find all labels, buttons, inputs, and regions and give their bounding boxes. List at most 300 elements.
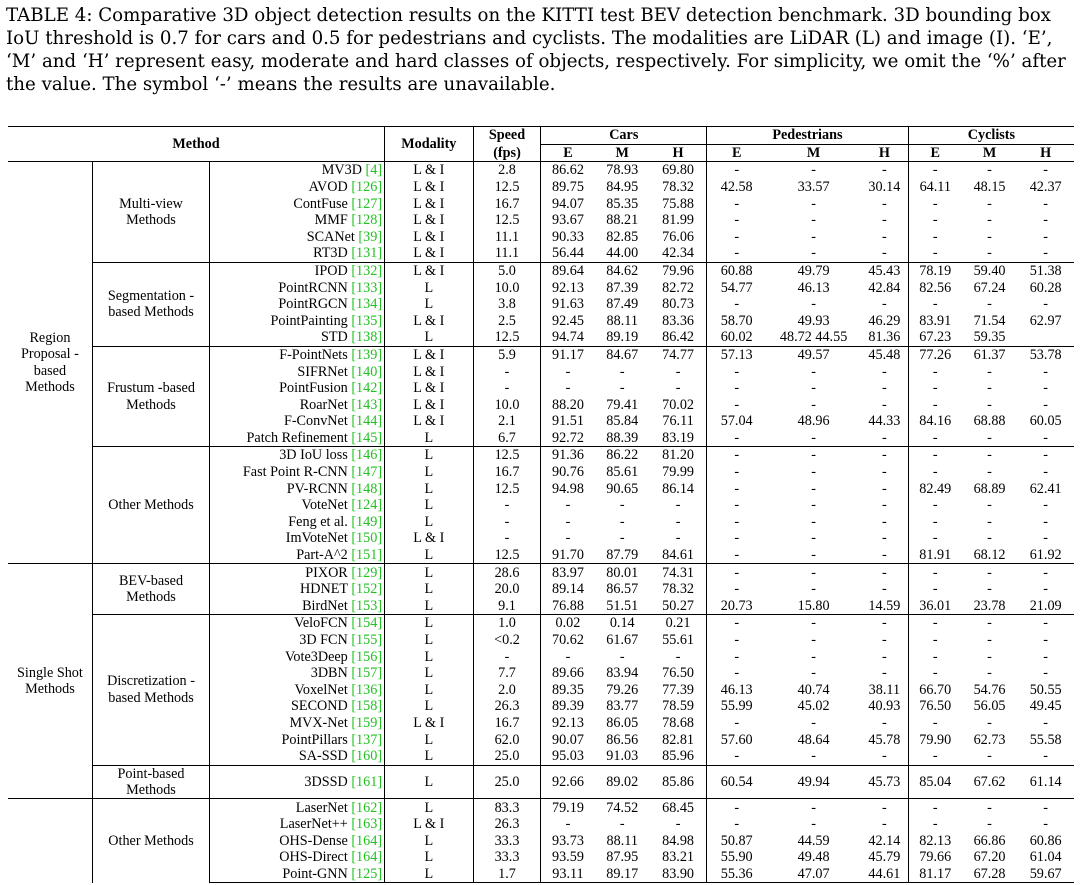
- cars-m-cell: -: [619, 530, 625, 547]
- cars-m-cell: 87.95: [606, 849, 639, 866]
- method-name: F-ConvNet: [283, 413, 348, 430]
- cars-h-cell: 78.59: [650, 698, 707, 715]
- cyc-h-cell: 61.04: [1029, 849, 1062, 866]
- ped-m-cell: -: [811, 245, 816, 262]
- results-body: [8, 162, 1074, 883]
- ped-m-cell: -: [811, 480, 816, 497]
- cyc-e-cell: -: [932, 497, 938, 514]
- cyc-h-cell: -: [1017, 447, 1074, 464]
- method-cell: [210, 698, 385, 715]
- citation-link[interactable]: [131]: [351, 245, 383, 262]
- modality-cell: L: [385, 480, 473, 497]
- ped-h-header: H: [861, 144, 908, 162]
- cyc-m-cell: 62.73: [973, 731, 1006, 748]
- ped-m-cell: -: [811, 513, 816, 530]
- modality-cell: L: [385, 464, 473, 481]
- cyc-e-cell: 81.91: [919, 547, 952, 564]
- ped-m-cell: -: [811, 429, 816, 446]
- speed-cell: 12.5: [473, 547, 541, 564]
- cars-h-cell: 0.21: [650, 615, 707, 632]
- section-label: Single Shot Methods: [8, 564, 92, 799]
- ped-e-cell: -: [734, 648, 740, 665]
- cyc-e-cell: 81.17: [908, 866, 962, 883]
- cars-m-cell: 86.57: [606, 581, 639, 598]
- cyc-h-cell: -: [1017, 564, 1074, 581]
- citation-link[interactable]: [140]: [351, 363, 383, 380]
- cars-h-cell: 75.88: [650, 195, 707, 212]
- cars-e-cell: 92.72: [551, 429, 584, 446]
- cars-m-cell: 86.22: [594, 447, 650, 464]
- cyc-e-cell: -: [908, 447, 962, 464]
- ped-h-cell: -: [861, 430, 908, 447]
- cars-h-cell: -: [650, 514, 707, 531]
- citation-link[interactable]: [150]: [351, 530, 383, 547]
- cars-m-cell: -: [619, 816, 625, 833]
- ped-e-cell: -: [707, 162, 767, 179]
- speed-cell: 2.5: [473, 313, 541, 330]
- method-name: VeloFCN: [294, 615, 348, 632]
- ped-m-cell: 48.96: [797, 413, 830, 430]
- method-cell: [210, 464, 385, 481]
- cars-h-cell: 86.14: [650, 480, 707, 497]
- cyc-e-cell: 85.04: [908, 765, 962, 799]
- citation-link[interactable]: [146]: [351, 447, 383, 464]
- method-cell: [210, 296, 385, 313]
- method-cell: [210, 245, 385, 262]
- citation-link[interactable]: [164]: [351, 832, 383, 849]
- method-cell: [210, 262, 385, 279]
- cyc-h-cell: -: [1043, 228, 1049, 245]
- method-name: SIFRNet: [297, 363, 348, 380]
- method-cell: [210, 598, 385, 615]
- ped-h-cell: 81.36: [861, 329, 908, 346]
- cars-m-cell: 0.14: [594, 615, 650, 632]
- ped-h-cell: -: [861, 564, 908, 581]
- ped-h-cell: -: [861, 464, 908, 481]
- method-name: LaserNet++: [279, 816, 348, 833]
- ped-h-cell: -: [861, 648, 908, 665]
- method-name: Patch Refinement: [246, 429, 348, 446]
- modality-cell: L: [385, 632, 473, 649]
- cyc-h-cell: -: [1043, 581, 1049, 598]
- modality-cell: L: [385, 833, 473, 850]
- citation-link[interactable]: [39]: [358, 228, 383, 245]
- cars-e-cell: 90.33: [551, 228, 584, 245]
- cars-e-cell: 70.62: [551, 632, 584, 648]
- citation-link[interactable]: [161]: [351, 773, 383, 790]
- ped-m-cell: -: [811, 464, 816, 481]
- cars-m-cell: 74.52: [594, 799, 650, 816]
- ped-e-cell: 42.58: [720, 178, 753, 195]
- ped-e-cell: 58.70: [720, 312, 753, 329]
- citation-link[interactable]: [138]: [351, 329, 383, 346]
- citation-link[interactable]: [162]: [351, 799, 383, 816]
- modality-cell: L & I: [385, 195, 473, 212]
- speed-cell: 5.0: [473, 262, 541, 279]
- citation-link[interactable]: [125]: [351, 865, 383, 882]
- cars-e-cell: 93.59: [551, 849, 584, 866]
- cars-h-cell: 80.73: [650, 296, 707, 313]
- citation-link[interactable]: [160]: [351, 748, 383, 765]
- cyc-h-cell: -: [1043, 380, 1049, 397]
- cyc-e-cell: -: [932, 212, 938, 229]
- cyc-m-cell: 67.28: [962, 866, 1018, 883]
- citation-link[interactable]: [145]: [351, 429, 383, 446]
- method-cell: [210, 833, 385, 850]
- pedestrians-header: Pedestrians: [707, 127, 909, 145]
- cyc-m-cell: -: [962, 799, 1018, 816]
- table-row: [8, 564, 1074, 581]
- cars-m-cell: 80.01: [594, 564, 650, 581]
- cars-h-cell: 76.11: [650, 413, 707, 430]
- cyc-m-cell: -: [987, 363, 992, 380]
- speed-cell: 16.7: [473, 464, 541, 481]
- cyc-e-cell: -: [908, 564, 962, 581]
- ped-h-cell: 14.59: [861, 598, 908, 615]
- ped-e-cell: -: [734, 396, 740, 413]
- cyc-h-cell: -: [1043, 648, 1049, 665]
- method-cell: [210, 346, 385, 363]
- citation-link[interactable]: [134]: [351, 296, 383, 313]
- speed-cell: 26.3: [473, 698, 541, 715]
- section-label: Region Proposal -based Methods: [8, 162, 92, 564]
- method-cell: [210, 799, 385, 816]
- citation-link[interactable]: [144]: [351, 413, 383, 430]
- cyc-h-cell: 53.78: [1017, 346, 1074, 363]
- method-cell: [210, 615, 385, 632]
- method-name: IPOD: [314, 262, 348, 279]
- method-name: RT3D: [313, 245, 348, 262]
- speed-cell: -: [473, 363, 541, 380]
- speed-cell: <0.2: [473, 632, 541, 649]
- ped-e-cell: -: [734, 363, 740, 380]
- cyc-e-cell: -: [932, 714, 938, 731]
- cars-m-cell: 82.85: [606, 228, 639, 245]
- modality-cell: L: [385, 296, 473, 313]
- ped-e-cell: 55.90: [720, 849, 753, 866]
- cyc-h-cell: 50.55: [1029, 681, 1062, 698]
- cyc-m-cell: -: [962, 615, 1018, 632]
- cyc-m-cell: -: [987, 665, 992, 682]
- modality-cell: L: [385, 547, 473, 564]
- modality-cell: L & I: [385, 380, 473, 397]
- ped-e-cell: 60.88: [707, 262, 767, 279]
- ped-m-header: M: [766, 144, 861, 162]
- citation-link[interactable]: [132]: [351, 262, 383, 279]
- citation-link[interactable]: [137]: [351, 731, 383, 748]
- method-name: F-PointNets: [279, 346, 348, 363]
- cyc-e-cell: -: [932, 245, 938, 262]
- cyc-e-cell: -: [932, 228, 938, 245]
- cyc-e-cell: -: [932, 464, 938, 481]
- citation-link[interactable]: [164]: [351, 849, 383, 866]
- speed-cell: 12.5: [473, 447, 541, 464]
- cars-e-cell: -: [565, 816, 571, 833]
- citation-link[interactable]: [148]: [351, 480, 383, 497]
- cars-e-cell: 92.13: [551, 279, 584, 296]
- modality-cell: L: [385, 731, 473, 748]
- citation-link[interactable]: [139]: [351, 346, 383, 363]
- citation-link[interactable]: [157]: [351, 665, 383, 682]
- ped-h-cell: -: [861, 748, 908, 765]
- modality-cell: L & I: [385, 397, 473, 414]
- cars-e-cell: -: [565, 513, 571, 530]
- citation-link[interactable]: [151]: [351, 547, 383, 564]
- cyc-m-cell: -: [987, 714, 992, 731]
- cars-h-cell: 83.90: [650, 866, 707, 883]
- cyc-h-cell: -: [1043, 212, 1049, 229]
- cyc-m-cell: -: [962, 447, 1018, 464]
- citation-link[interactable]: [4]: [365, 162, 383, 179]
- cars-h-cell: 84.98: [650, 833, 707, 850]
- modality-cell: L & I: [385, 229, 473, 246]
- cyc-m-cell: 48.15: [973, 178, 1006, 195]
- method-cell: [210, 279, 385, 296]
- speed-cell: 10.0: [473, 279, 541, 296]
- modality-cell: L: [385, 665, 473, 682]
- speed-cell: 12.5: [473, 212, 541, 229]
- ped-m-cell: 40.74: [797, 681, 830, 698]
- cyc-h-cell: -: [1043, 714, 1049, 731]
- ped-h-cell: -: [861, 799, 908, 816]
- ped-e-cell: 57.60: [720, 731, 753, 748]
- cars-m-header: M: [594, 144, 650, 162]
- modality-cell: L & I: [385, 313, 473, 330]
- ped-e-cell: -: [734, 513, 740, 530]
- cars-m-cell: -: [619, 648, 625, 665]
- cars-m-cell: 89.17: [594, 866, 650, 883]
- ped-m-cell: 49.48: [797, 849, 830, 866]
- cars-m-cell: 85.61: [606, 464, 639, 481]
- cyc-e-header: E: [908, 144, 962, 162]
- cyc-m-cell: -: [987, 380, 992, 397]
- cyc-h-header: H: [1017, 144, 1074, 162]
- cyc-m-cell: -: [987, 195, 992, 212]
- citation-link[interactable]: [126]: [351, 178, 383, 195]
- method-cell: [210, 648, 385, 665]
- method-name: 3D IoU loss: [279, 447, 348, 464]
- ped-h-cell: 45.79: [861, 849, 908, 866]
- cyc-h-cell: 60.05: [1029, 413, 1062, 430]
- citation-link[interactable]: [142]: [351, 380, 383, 397]
- cars-m-cell: 86.05: [606, 714, 639, 731]
- cars-h-cell: 74.31: [650, 564, 707, 581]
- cars-e-cell: -: [565, 648, 571, 665]
- speed-cell: -: [473, 648, 541, 665]
- cyc-e-cell: -: [932, 530, 938, 547]
- method-name: SCANet: [306, 228, 355, 245]
- group-label: Other Methods: [92, 799, 209, 883]
- citation-link[interactable]: [133]: [351, 279, 383, 296]
- cars-m-cell: 88.11: [606, 312, 638, 329]
- method-cell: [210, 547, 385, 564]
- table-caption: TABLE 4: Comparative 3D object detection results on the KITTI test BEV detection benchmark. 3D bounding box IoU threshold is 0.7 for cars and 0.5 for pedestrians and cyclists. The modalities are LiDAR (L) and image (I). ‘E’, ‘M’ and ‘H’ represent easy, moderate and hard classes of objects, respectively. For simplicity, we omit the ‘%’ after the value. The symbol ‘-’ means the results are unavailable.: [6, 5, 1066, 95]
- citation-link[interactable]: [129]: [351, 564, 383, 581]
- cyc-m-cell: 54.76: [973, 681, 1006, 698]
- modality-cell: L & I: [385, 212, 473, 229]
- cars-h-cell: 68.45: [650, 799, 707, 816]
- cyc-e-cell: -: [932, 195, 938, 212]
- group-label: Multi-view Methods: [92, 162, 209, 263]
- cyc-e-cell: 67.23: [919, 329, 952, 346]
- cyc-m-cell: -: [962, 162, 1018, 179]
- ped-h-cell: -: [861, 581, 908, 598]
- speed-cell: 12.5: [473, 480, 541, 497]
- speed-cell: 5.9: [473, 346, 541, 363]
- cyc-e-cell: -: [932, 513, 938, 530]
- method-cell: [210, 849, 385, 866]
- citation-link[interactable]: [159]: [351, 714, 383, 731]
- speed-cell: 1.7: [473, 866, 541, 883]
- cyc-h-cell: 21.09: [1029, 597, 1062, 614]
- cars-m-cell: -: [619, 513, 625, 530]
- citation-link[interactable]: [158]: [351, 698, 383, 715]
- method-cell: [210, 530, 385, 547]
- cyc-h-cell: 60.86: [1029, 832, 1062, 849]
- method-cell: [210, 162, 385, 179]
- cyc-h-cell: 51.38: [1017, 262, 1074, 279]
- ped-m-cell: -: [811, 380, 816, 397]
- citation-link[interactable]: [135]: [351, 312, 383, 329]
- cars-h-cell: 78.32: [650, 581, 707, 598]
- cars-m-cell: 88.11: [606, 832, 638, 849]
- cyc-h-cell: -: [1043, 429, 1049, 446]
- cars-h-cell: 55.61: [650, 632, 707, 649]
- cars-e-cell: 91.63: [551, 296, 584, 313]
- cyc-h-cell: -: [1017, 615, 1074, 632]
- cars-m-cell: 79.41: [606, 396, 639, 413]
- citation-link[interactable]: [153]: [351, 597, 383, 614]
- ped-m-cell: 49.79: [766, 262, 861, 279]
- citation-link[interactable]: [128]: [351, 212, 383, 229]
- ped-h-cell: -: [861, 212, 908, 229]
- speed-cell: 12.5: [473, 179, 541, 196]
- ped-h-cell: 45.78: [861, 731, 908, 748]
- method-cell: [210, 212, 385, 229]
- ped-e-cell: 20.73: [720, 597, 753, 614]
- cyc-e-cell: 82.56: [919, 279, 952, 296]
- modality-cell: L: [385, 849, 473, 866]
- cyc-h-cell: 62.41: [1029, 480, 1062, 497]
- modality-cell: L: [385, 765, 473, 799]
- ped-e-cell: -: [734, 195, 740, 212]
- citation-link[interactable]: [147]: [351, 464, 383, 481]
- cyc-h-cell: 59.67: [1017, 866, 1074, 883]
- cars-h-cell: 78.32: [650, 179, 707, 196]
- cars-m-cell: 78.93: [594, 162, 650, 179]
- method-cell: [210, 480, 385, 497]
- ped-e-cell: -: [734, 480, 740, 497]
- ped-e-cell: 50.87: [720, 832, 753, 849]
- cyc-e-cell: 64.11: [919, 178, 951, 195]
- citation-link[interactable]: [156]: [351, 648, 383, 665]
- cars-h-cell: 76.50: [650, 665, 707, 682]
- ped-e-cell: -: [734, 748, 740, 765]
- ped-h-cell: -: [861, 296, 908, 313]
- cars-e-cell: 90.07: [551, 731, 584, 748]
- cars-h-cell: 81.99: [650, 212, 707, 229]
- speed-cell: -: [473, 380, 541, 397]
- citation-link[interactable]: [136]: [351, 681, 383, 698]
- cars-h-cell: 74.77: [650, 346, 707, 363]
- cars-e-cell: -: [565, 380, 571, 397]
- cyc-m-cell: -: [987, 530, 992, 547]
- ped-h-cell: -: [861, 447, 908, 464]
- cars-h-cell: 76.06: [650, 229, 707, 246]
- speed-cell: 11.1: [473, 229, 541, 246]
- citation-link[interactable]: [152]: [351, 581, 383, 598]
- cars-e-cell: -: [565, 497, 571, 514]
- modality-cell: L: [385, 598, 473, 615]
- ped-e-cell: -: [734, 714, 740, 731]
- method-name: 3DSSD: [304, 773, 348, 790]
- cars-m-cell: 86.56: [606, 731, 639, 748]
- cars-m-cell: 88.39: [606, 429, 639, 446]
- cars-h-cell: -: [650, 648, 707, 665]
- cyc-m-cell: -: [987, 581, 992, 598]
- modality-cell: L: [385, 748, 473, 765]
- ped-m-cell: -: [811, 363, 816, 380]
- citation-link[interactable]: [163]: [351, 816, 383, 833]
- cyc-m-cell: -: [987, 212, 992, 229]
- method-name: MMF: [314, 212, 348, 229]
- modality-cell: L & I: [385, 262, 473, 279]
- cyc-m-cell: -: [962, 564, 1018, 581]
- speed-cell: 83.3: [473, 799, 541, 816]
- cyc-e-cell: -: [932, 748, 938, 765]
- citation-link[interactable]: [143]: [351, 396, 383, 413]
- citation-link[interactable]: [149]: [351, 513, 383, 530]
- cyc-h-cell: -: [1043, 363, 1049, 380]
- cyc-h-cell: -: [1017, 799, 1074, 816]
- ped-h-cell: -: [861, 497, 908, 514]
- table-row: [8, 447, 1074, 464]
- ped-e-cell: -: [707, 615, 767, 632]
- modality-cell: L & I: [385, 346, 473, 363]
- method-name: OHS-Dense: [279, 832, 348, 849]
- cars-m-cell: 87.49: [606, 296, 639, 313]
- method-cell: [210, 430, 385, 447]
- method-name: BirdNet: [302, 597, 348, 614]
- cyc-m-cell: 68.89: [973, 480, 1006, 497]
- modality-cell: L: [385, 329, 473, 346]
- cars-e-cell: 93.11: [541, 866, 595, 883]
- ped-e-cell: -: [734, 245, 740, 262]
- ped-m-cell: 48.64: [797, 731, 830, 748]
- cyclists-header: Cyclists: [908, 127, 1074, 145]
- citation-link[interactable]: [154]: [351, 615, 383, 632]
- ped-e-cell: -: [707, 447, 767, 464]
- cars-e-cell: 56.44: [551, 245, 584, 262]
- cyc-e-cell: -: [932, 632, 938, 648]
- cars-e-cell: 89.14: [551, 581, 584, 598]
- ped-e-cell: -: [734, 429, 740, 446]
- citation-link[interactable]: [127]: [351, 195, 383, 212]
- cars-h-cell: 83.19: [650, 430, 707, 447]
- cars-h-cell: 84.61: [650, 547, 707, 564]
- citation-link[interactable]: [155]: [351, 632, 383, 648]
- ped-m-cell: 49.57: [766, 346, 861, 363]
- cyc-m-cell: -: [987, 632, 992, 648]
- modality-cell: L: [385, 799, 473, 816]
- ped-e-cell: -: [734, 380, 740, 397]
- cyc-m-cell: -: [987, 429, 992, 446]
- cyc-h-cell: 62.97: [1029, 312, 1062, 329]
- cyc-e-cell: 82.49: [919, 480, 952, 497]
- ped-h-cell: -: [861, 715, 908, 732]
- citation-link[interactable]: [124]: [351, 497, 383, 514]
- group-label: Point-based Methods: [92, 765, 209, 799]
